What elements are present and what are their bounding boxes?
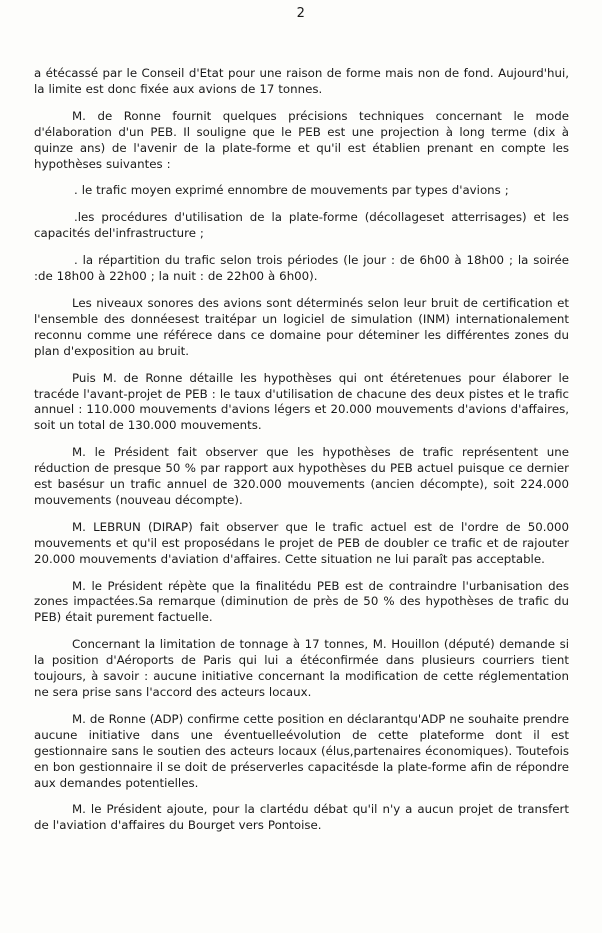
paragraph-4: .les procédures d'utilisation de la plate-forme (décollageset atterrisages) et les capacités del'infrastructure ; — [34, 210, 569, 241]
paragraph-1: a étécassé par le Conseil d'Etat pour une raison de forme mais non de fond. Aujourd'hui, la limite est donc fixée aux avions de 17 tonnes. — [34, 66, 569, 96]
paragraph-10: M. le Président répète que la finalitédu PEB est de contraindre l'urbanisation des zones impactées.Sa remarque (diminution de près de 50 % des hypothèses de trafic du PEB) était purement factuelle. — [34, 578, 569, 625]
document-body — [0, 66, 602, 834]
paragraph-9: M. LEBRUN (DIRAP) fait observer que le trafic actuel est de l'ordre de 50.000 mouvements et qu'il est proposédans le projet de PEB de doubler ce trafic et de rajouter 20.000 mouvements d'aviation d'affaires. Cette situation ne lui paraît pas acceptable. — [34, 519, 569, 566]
paragraph-11: Concernant la limitation de tonnage à 17 tonnes, M. Houillon (député) demande si la position d'Aéroports de Paris qui lui a étéconfirmée dans plusieurs courriers tient toujours, à savoir : aucune initiative concernant la modification de cette réglementation ne sera prise sans l'accord des acteurs locaux. — [34, 637, 569, 699]
paragraph-5: . la répartition du trafic selon trois périodes (le jour : de 6h00 à 18h00 ; la soirée :de 18h00 à 22h00 ; la nuit : de 22h00 à 6h00). — [34, 253, 569, 284]
paragraph-3: . le trafic moyen exprimé ennombre de mouvements par types d'avions ; — [74, 183, 509, 198]
page-number: 2 — [296, 6, 306, 21]
paragraph-8: M. le Président fait observer que les hypothèses de trafic représentent une réduction de presque 50 % par rapport aux hypothèses du PEB actuel puisque ce dernier est basésur un trafic annuel de 320.000 mouvements (ancien décompte), soit 224.000 mouvements (nouveau décompte). — [34, 445, 569, 507]
paragraph-6: Les niveaux sonores des avions sont déterminés selon leur bruit de certification et l'ensemble des donnéesest traitépar un logiciel de simulation (INM) internationalement reconnu comme une référece dans ce domaine pour déteminer les différentes zones du plan d'exposition au bruit. — [34, 295, 569, 358]
paragraph-2: M. de Ronne fournit quelques précisions techniques concernant le mode d'élaboration d'un PEB. Il souligne que le PEB est une projection à long terme (dix à quinze ans) de l'avenir de la plate-forme et qu'il est établien prenant en compte les hypothèses suivantes : — [34, 108, 569, 171]
paragraph-7: Puis M. de Ronne détaille les hypothèses qui ont étéretenues pour élaborer le tracéde l'avant-projet de PEB : le taux d'utilisation de chacune des deux pistes et le trafic annuel : 110.000 mouvements d'avions légers et 20.000 mouvements d'avions d'affaires, soit un total de 130.000 mouvements. — [34, 370, 569, 433]
paragraph-12: M. de Ronne (ADP) confirme cette position en déclarantqu'ADP ne souhaite prendre aucune initiative dans une éventuelleévolution de cette plateforme dont il est gestionnaire sans le soutien des acteurs locaux (élus,partenaires économiques). Toutefois en bon gestionnaire il se doit de préserverles capacitésde la plate-forme afin de répondre aux demandes potentielles. — [34, 711, 569, 790]
paragraph-13: M. le Président ajoute, pour la clartédu débat qu'il n'y a aucun projet de transfert de l'aviation d'affaires du Bourget vers Pontoise. — [34, 802, 569, 833]
